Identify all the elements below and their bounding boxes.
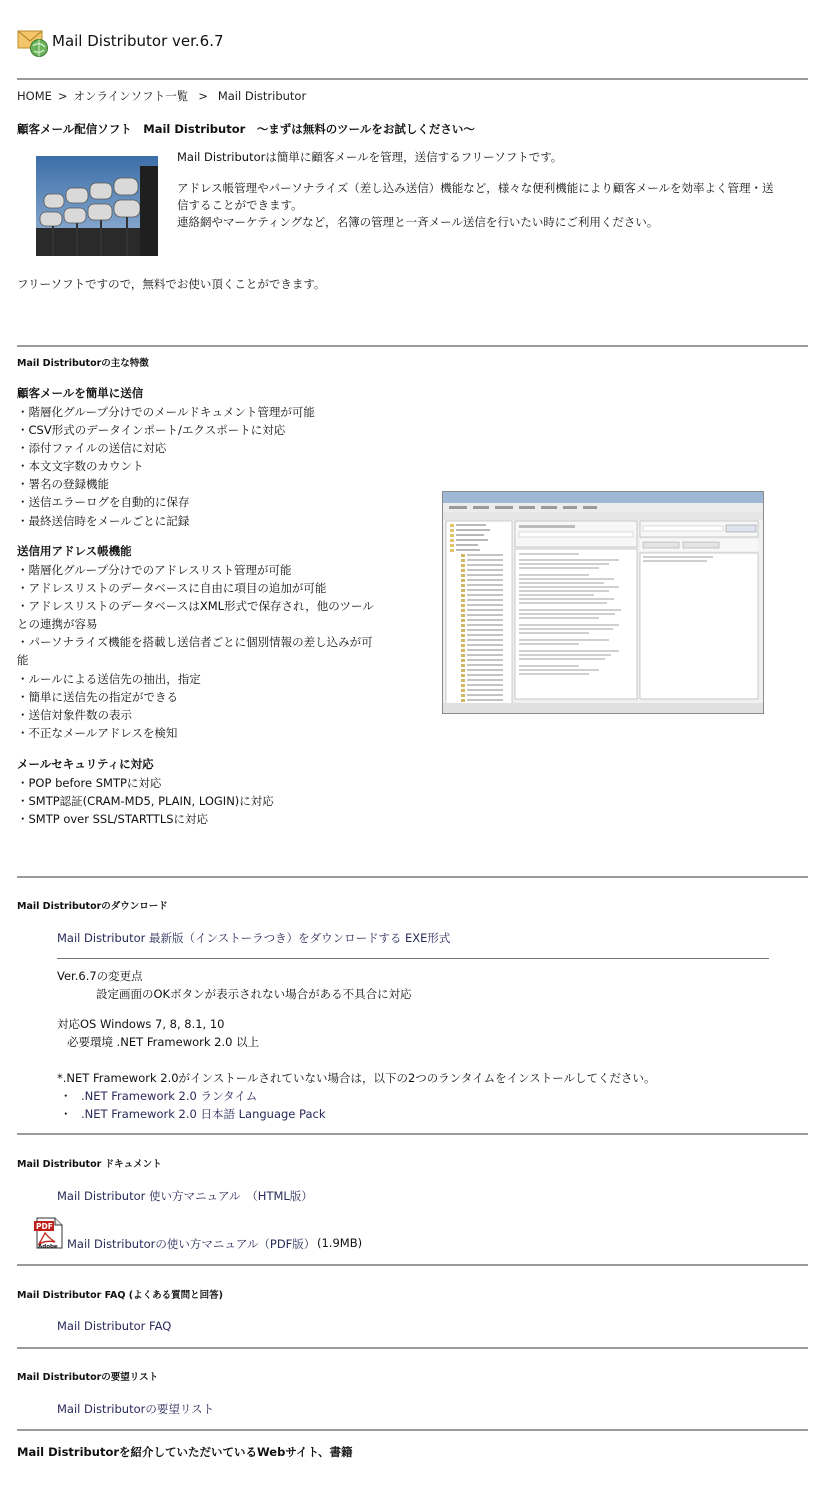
list-item: ・添付ファイルの送信に対応 [17, 441, 167, 456]
intro-line-2a: アドレス帳管理やパーソナライズ（差し込み送信）機能など，様々な便利機能により顧客メールを効率よく管理・送 [177, 181, 774, 195]
divider [17, 345, 808, 347]
html-manual-link[interactable]: Mail Distributor 使い方マニュアル （HTML版） [57, 1189, 313, 1203]
divider [17, 1429, 808, 1431]
faq-section-title: Mail Distributor FAQ (よくある質問と回答) [17, 1290, 223, 1301]
divider [17, 1347, 808, 1349]
breadcrumb-software-list-link[interactable]: オンラインソフト一覧 [73, 89, 189, 103]
net-language-pack-link[interactable]: .NET Framework 2.0 日本語 Language Pack [81, 1107, 326, 1121]
requirement: 必要環境 .NET Framework 2.0 以上 [67, 1035, 260, 1049]
net-framework-note: *.NET Framework 2.0がインストールされていない場合は，以下の2つのランタイムをインストールしてください。 [57, 1071, 656, 1085]
divider [57, 958, 769, 959]
breadcrumb-separator: > [198, 89, 208, 103]
features-group2-list [17, 561, 417, 742]
pdf-file-size: (1.9MB) [317, 1236, 363, 1250]
requests-section-title: Mail Distributorの要望リスト [17, 1372, 159, 1383]
documents-section-title: Mail Distributor ドキュメント [17, 1159, 162, 1170]
app-title: Mail Distributor ver.6.7 [52, 32, 224, 50]
app-screenshot-thumbnail[interactable] [442, 491, 764, 714]
list-item: との連携が容易 [17, 617, 98, 632]
list-item: ・パーソナライズ機能を搭載し送信者ごとに個別情報の差し込みが可 [17, 635, 373, 650]
intro-line-2b: 信することができます。 [177, 198, 303, 212]
divider [17, 1264, 808, 1266]
pdf-icon-label: Adobe [38, 1244, 58, 1249]
features-group3-list [17, 774, 417, 828]
list-item: ・階層化グループ分けでのアドレスリスト管理が可能 [17, 563, 292, 577]
divider [17, 78, 808, 80]
pdf-icon[interactable] [33, 1217, 65, 1249]
breadcrumb-current: Mail Distributor [217, 89, 307, 103]
list-item: ・CSV形式のデータインポート/エクスポートに対応 [17, 423, 286, 438]
intro-sites-section-title: Mail Distributorを紹介していただいているWebサイト、書籍 [17, 1445, 353, 1459]
intro-heading: 顧客メール配信ソフト Mail Distributor ～まずは無料のツールをお試しください～ [17, 122, 475, 136]
list-item: ・送信対象件数の表示 [17, 707, 132, 722]
list-item: ・アドレスリストのデータベースに自由に項目の追加が可能 [17, 581, 327, 596]
list-item: ・SMTP over SSL/STARTTLSに対応 [17, 812, 209, 827]
list-item: ・送信エラーログを自動的に保存 [17, 495, 190, 510]
intro-line-1: Mail Distributorは簡単に顧客メールを管理，送信するフリーソフトです。 [177, 150, 563, 164]
svg-text:PDF: PDF [36, 1222, 53, 1231]
features-section-title: Mail Distributorの主な特徴 [17, 358, 149, 369]
mailbox-photo [36, 156, 158, 256]
breadcrumb-separator: > [57, 89, 68, 103]
supported-os: 対応OS Windows 7, 8, 8.1, 10 [57, 1017, 225, 1031]
list-item: ・不正なメールアドレスを検知 [17, 725, 178, 740]
runtime-bullet: ・ [60, 1089, 72, 1103]
list-item: ・SMTP認証(CRAM-MD5, PLAIN, LOGIN)に対応 [17, 794, 274, 809]
faq-link[interactable]: Mail Distributor FAQ [57, 1319, 172, 1333]
list-item: ・ルールによる送信先の抽出，指定 [17, 671, 201, 686]
features-group1-title: 顧客メールを簡単に送信 [17, 386, 144, 400]
free-note: フリーソフトですので，無料でお使い頂くことができます。 [17, 277, 326, 291]
list-item: ・署名の登録機能 [17, 477, 109, 492]
intro-line-3: 連絡網やマーケティングなど，名簿の管理と一斉メール送信を行いたい時にご利用ください。 [177, 215, 659, 229]
changes-title: Ver.6.7の変更点 [57, 969, 143, 983]
download-section-title: Mail Distributorのダウンロード [17, 901, 168, 912]
list-item: ・簡単に送信先の指定ができる [17, 689, 178, 704]
net-runtime-link[interactable]: .NET Framework 2.0 ランタイム [81, 1089, 258, 1103]
list-item: ・アドレスリストのデータベースはXML形式で保存され，他のツール [17, 599, 374, 614]
runtime-bullet: ・ [60, 1107, 72, 1121]
download-exe-link[interactable]: Mail Distributor 最新版（インストーラつき）をダウンロードする EXE形式 [57, 931, 451, 945]
requests-link[interactable]: Mail Distributorの要望リスト [57, 1402, 215, 1416]
pdf-manual-link[interactable]: Mail Distributorの使い方マニュアル（PDF版） [67, 1237, 316, 1251]
list-item: ・最終送信時をメールごとに記録 [17, 513, 190, 528]
divider [17, 1133, 808, 1135]
features-group1-list [17, 403, 417, 530]
breadcrumb [17, 88, 306, 104]
changes-item: 設定画面のOKボタンが表示されない場合がある不具合に対応 [96, 987, 412, 1001]
app-logo-icon [17, 26, 49, 58]
list-item: ・階層化グループ分けでのメールドキュメント管理が可能 [17, 405, 315, 419]
features-group2-title: 送信用アドレス帳機能 [17, 544, 132, 558]
list-item: ・POP before SMTPに対応 [17, 776, 162, 790]
divider [17, 876, 808, 878]
features-group3-title: メールセキュリティに対応 [17, 757, 154, 771]
list-item: ・本文文字数のカウント [17, 459, 144, 474]
breadcrumb-home-link[interactable]: HOME [17, 89, 52, 103]
list-item: 能 [17, 653, 29, 668]
